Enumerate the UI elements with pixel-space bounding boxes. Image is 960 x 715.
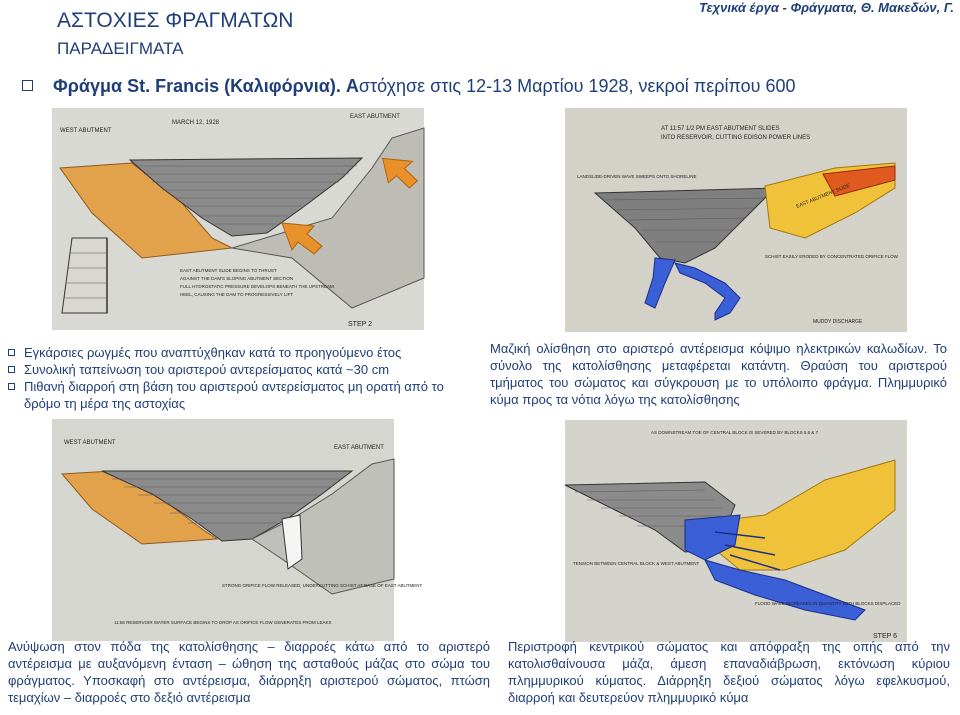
diagram-step-2 (52, 108, 424, 330)
diagram-flood-wave (565, 420, 907, 642)
square-bullet-icon (8, 366, 15, 373)
d1-west-label: WEST ABUTMENT (60, 128, 112, 134)
dam-section-slide-svg (565, 108, 907, 332)
d4-note-label: AS DOWNSTREAM TOE OF CENTRAL BLOCK IS SEVERED BY BLOCKS 5,6 & 7 (651, 430, 819, 435)
d2-note-label: LANDSLIDE-DRIVEN WAVE SWEEPS ONTO SHORELINE (577, 174, 697, 179)
headline (22, 74, 796, 98)
d1-date-label: MARCH 12, 1928 (172, 120, 220, 126)
d3-east-label: EAST ABUTMENT (334, 445, 384, 451)
caption-bottom-right: Περιστροφή κεντρικού σώματος και απόφραξη της οπής από την κατολισθαίνουσα μάζα, άμεση επαναδιάβρωση, εκτόνωση κύριου πλημμυρικού κύματος. Διάρρηξη δεξιού σώματος λόγω εφελκυσμού, διαρροή και δευτερεύον πλημμυρικό κύμα (508, 639, 950, 705)
d2-discharge-label: MUDDY DISCHARGE (813, 319, 863, 325)
bullet-text: Πιθανή διαρροή στη βάση του αριστερού αντερείσματος μη ορατή από το δρόμο τη μέρα της αστοχίας (24, 379, 444, 411)
caption-top-right: Μαζική ολίσθηση στο αριστερό αντέρεισμα κόψιμο ηλεκτρικών καλωδίων. Το σύνολο της κατολίσθησης μεταφέρεται κατάντη. Θραύση του αριστερού τμήματος του σώματος και σύγκρουση με το υπόλοιπο φράγμα. Πλημμυρικό κύμα προς τα νότια λόγω της κατολίσθησης (490, 341, 947, 407)
d4-tension-label: TENSION BETWEEN CENTRAL BLOCK & WEST ABUTMENT (573, 561, 700, 566)
d2-time-label: AT 11:57 1/2 PM EAST ABUTMENT SLIDES (661, 126, 780, 132)
headline-bold: Φράγμα St. Francis (Καλιφόρνια). Α (53, 76, 359, 96)
slide-title: ΑΣΤΟΧΙΕΣ ΦΡΑΓΜΑΤΩΝ (57, 9, 294, 32)
d4-step-label: STEP 6 (873, 633, 897, 640)
square-bullet-icon (8, 383, 15, 390)
d1-note-2: AGAINST THE DAM'S SLOPING ABUTMENT SECTION (180, 276, 294, 281)
d1-step-label: STEP 2 (348, 321, 372, 328)
slide-subtitle: ΠΑΡΑΔΕΙΓΜΑΤΑ (57, 39, 184, 58)
d2-time2-label: INTO RESERVOIR, CUTTING EDISON POWER LINES (661, 135, 811, 141)
bullet-item (8, 361, 478, 378)
diagram-orifice-flow (52, 419, 423, 641)
d2-slide-label: EAST ABUTMENT SLIDE (795, 182, 851, 210)
bullet-list (8, 344, 478, 412)
square-bullet-icon (8, 349, 15, 356)
bullet-text: Εγκάρσιες ρωγμές που αναπτύχθηκαν κατά το προηγούμενο έτος (24, 345, 402, 360)
caption-bottom-left: Ανύψωση στον πόδα της κατολίσθησης – διαρροές κάτω από το αριστερό αντέρεισμα με αυξανόμενη ένταση – ώθηση της ασταθούς μάζας στο σώμα του φράγματος. Υποσκαφή στο αντέρεισμα, διάρρηξη αριστερού σώματος, πτώση τεμαχίων – διαρροές στο δεξιό αντέρεισμα (8, 639, 490, 705)
bullet-item (8, 378, 478, 412)
diagram-east-abutment-slide (565, 108, 907, 332)
header-course-title: Τεχνικά έργα - Φράγματα, Θ. Μακεδών, Γ. (698, 0, 954, 15)
bullet-text: Συνολική ταπείνωση του αριστερού αντερείσματος κατά ~30 cm (24, 362, 390, 377)
d1-note-3: FULL HYDROSTATIC PRESSURE DEVELOPS BENEATH THE UPSTREAM (180, 284, 334, 289)
dam-section-step2-svg (52, 108, 424, 330)
d3-west-label: WEST ABUTMENT (64, 440, 116, 446)
headline-rest: στόχησε στις 12-13 Μαρτίου 1928, νεκροί περίπου 600 (358, 76, 796, 96)
d1-note-4: HEEL, CAUSING THE DAM TO PROGRESSIVELY LIFT (180, 292, 294, 297)
d1-east-label: EAST ABUTMENT (350, 114, 400, 120)
d3-flow-label: STRONG ORIFICE FLOW RELEASED, UNDERCUTTING SCHIST AT BASE OF EAST ABUTMENT (222, 583, 423, 588)
d2-schist-label: SCHIST EASILY ERODED BY CONCENTRATED ORIFICE FLOW (765, 254, 898, 259)
d3-note-label: 11:56 RESERVOIR WATER SURFACE BEGINS TO DROP AS ORIFICE FLOW GENERATES FROM LEAKS (114, 620, 332, 625)
bullet-item (8, 344, 478, 361)
dam-section-orifice-svg (52, 419, 423, 641)
d1-note-1: EAST ABUTMENT SLIDE BEGINS TO THRUST (180, 268, 277, 273)
d4-flood-label: FLOOD WAVE INCREASES IN QUANTITY WITH BLOCKS DISPLACED (755, 601, 901, 606)
checkbox-bullet-icon (22, 80, 33, 91)
dam-section-flood-svg (565, 420, 907, 642)
